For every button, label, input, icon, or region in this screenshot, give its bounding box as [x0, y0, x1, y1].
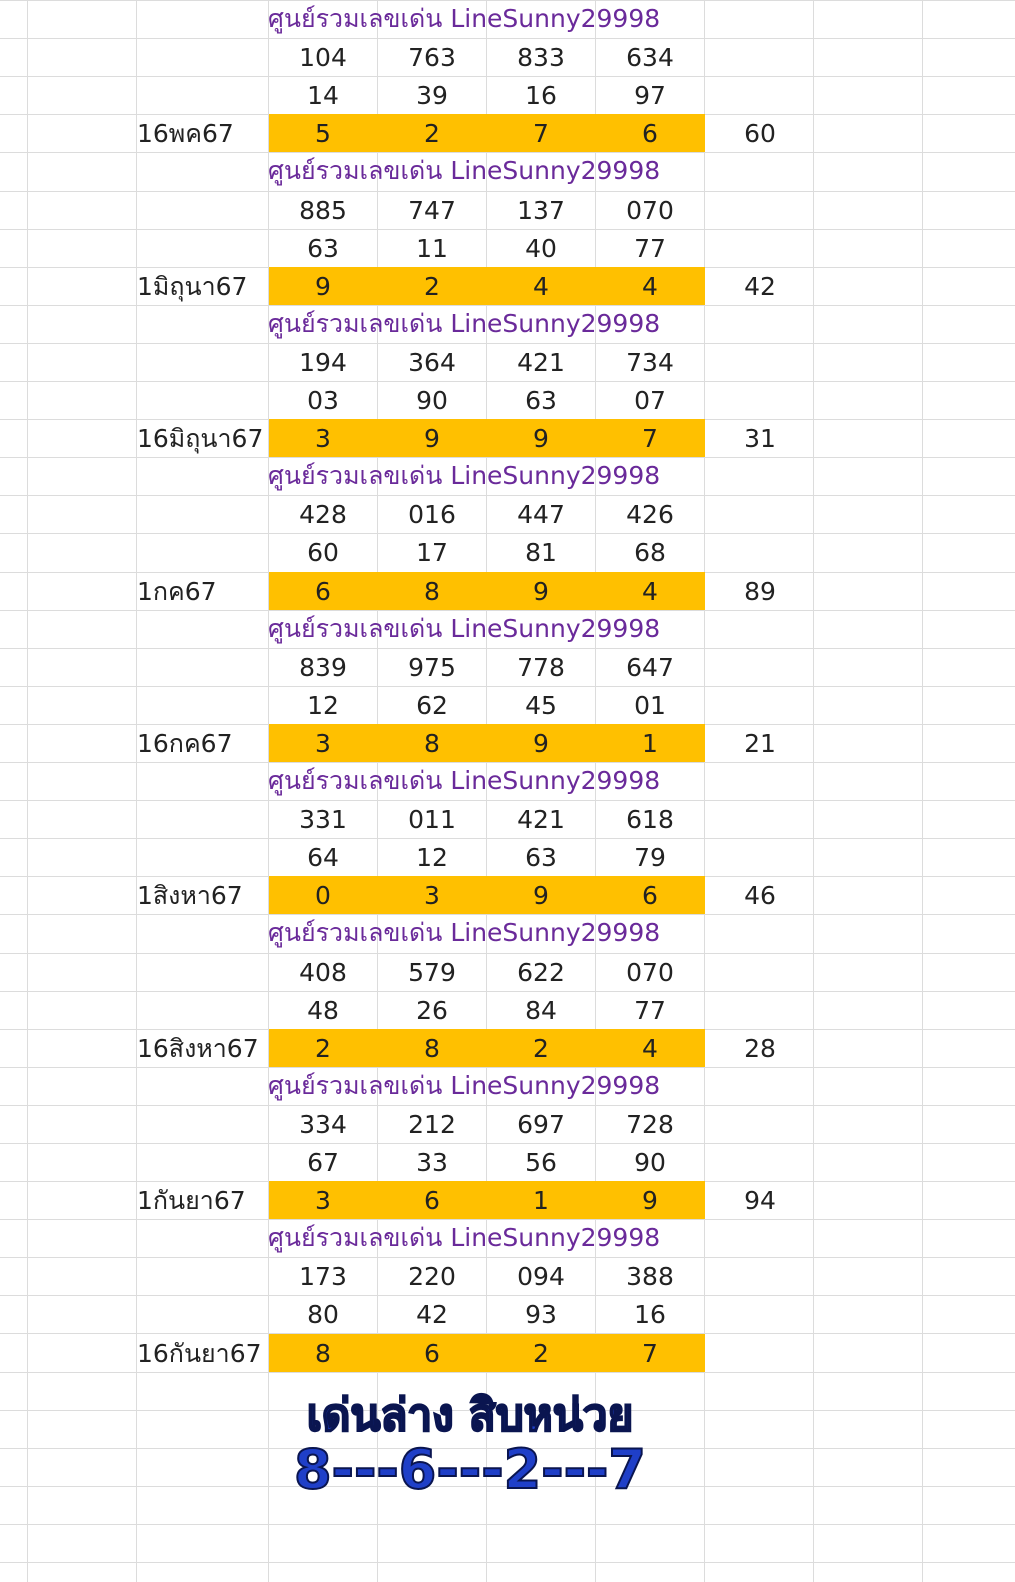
number-cell: 579: [408, 958, 456, 987]
number-cell: 447: [517, 500, 565, 529]
number-cell: 16: [634, 1300, 666, 1329]
number-cell: 426: [626, 500, 674, 529]
digit-cell: 6: [424, 1186, 440, 1215]
three-digit-row: [0, 38, 1015, 76]
number-cell: 778: [517, 653, 565, 682]
digit-cell: 6: [642, 881, 658, 910]
result-row: [0, 267, 1015, 305]
digit-cell: 8: [424, 577, 440, 606]
number-cell: 747: [408, 196, 456, 225]
number-cell: 173: [299, 1262, 347, 1291]
banner-text: ศูนย์รวมเลขเด่น LineSunny29998: [268, 1071, 661, 1100]
result-number: [706, 1334, 814, 1372]
date-label: 1กค67: [137, 577, 217, 606]
number-cell: 421: [517, 348, 565, 377]
digit-cell: 9: [642, 1186, 658, 1215]
digit-cell: 9: [315, 272, 331, 301]
digit-cell: 9: [533, 881, 549, 910]
digit-cell: 4: [642, 577, 658, 606]
number-cell: 212: [408, 1110, 456, 1139]
result-number: 28: [744, 1034, 776, 1063]
number-cell: 194: [299, 348, 347, 377]
banner-row: [0, 1067, 1015, 1105]
number-cell: 14: [307, 81, 339, 110]
digit-cell: 8: [424, 729, 440, 758]
number-cell: 33: [416, 1148, 448, 1177]
digit-cell: 7: [642, 424, 658, 453]
number-cell: 137: [517, 196, 565, 225]
two-digit-row: [0, 686, 1015, 724]
banner-row: [0, 914, 1015, 952]
digit-cell: 4: [642, 1034, 658, 1063]
result-number: 31: [744, 424, 776, 453]
digit-cell: 2: [424, 272, 440, 301]
number-cell: 331: [299, 805, 347, 834]
banner-row: [0, 457, 1015, 495]
number-cell: 975: [408, 653, 456, 682]
result-row: [0, 1029, 1015, 1067]
number-cell: 77: [634, 996, 666, 1025]
number-cell: 334: [299, 1110, 347, 1139]
digit-cell: 6: [315, 577, 331, 606]
result-number: 42: [744, 272, 776, 301]
banner-row: [0, 0, 1015, 38]
result-row: [0, 419, 1015, 457]
number-cell: 67: [307, 1148, 339, 1177]
result-row: [0, 572, 1015, 610]
number-cell: 42: [416, 1300, 448, 1329]
digit-cell: 4: [533, 272, 549, 301]
number-cell: 388: [626, 1262, 674, 1291]
number-cell: 11: [416, 234, 448, 263]
result-number: 89: [744, 577, 776, 606]
number-cell: 618: [626, 805, 674, 834]
result-number: 60: [744, 119, 776, 148]
banner-text: ศูนย์รวมเลขเด่น LineSunny29998: [268, 1223, 661, 1252]
number-cell: 90: [634, 1148, 666, 1177]
date-label: 1สิงหา67: [137, 881, 243, 910]
date-label: 16มิถุนา67: [137, 424, 264, 453]
result-number: 21: [744, 729, 776, 758]
number-cell: 647: [626, 653, 674, 682]
number-cell: 070: [626, 196, 674, 225]
digit-cell: 9: [424, 424, 440, 453]
number-cell: 84: [525, 996, 557, 1025]
digit-cell: 2: [424, 119, 440, 148]
digit-cell: 9: [533, 729, 549, 758]
three-digit-row: [0, 1257, 1015, 1295]
digit-cell: 6: [642, 119, 658, 148]
banner-text: ศูนย์รวมเลขเด่น LineSunny29998: [268, 309, 661, 338]
digit-cell: 8: [315, 1339, 331, 1368]
three-digit-row: [0, 343, 1015, 381]
digit-cell: 1: [533, 1186, 549, 1215]
result-row: [0, 876, 1015, 914]
banner-text: ศูนย์รวมเลขเด่น LineSunny29998: [268, 614, 661, 643]
three-digit-row: [0, 1105, 1015, 1143]
result-row: [0, 1181, 1015, 1219]
digit-cell: 2: [533, 1034, 549, 1063]
number-cell: 63: [307, 234, 339, 263]
number-cell: 93: [525, 1300, 557, 1329]
digit-cell: 1: [642, 729, 658, 758]
number-cell: 634: [626, 43, 674, 72]
banner-text: ศูนย์รวมเลขเด่น LineSunny29998: [268, 156, 661, 185]
number-cell: 17: [416, 538, 448, 567]
grid-line-horizontal: [0, 1524, 1015, 1525]
number-cell: 16: [525, 81, 557, 110]
number-cell: 01: [634, 691, 666, 720]
date-label: 1มิถุนา67: [137, 272, 248, 301]
number-cell: 60: [307, 538, 339, 567]
digit-cell: 6: [424, 1339, 440, 1368]
digit-cell: 5: [315, 119, 331, 148]
number-cell: 81: [525, 538, 557, 567]
number-cell: 070: [626, 958, 674, 987]
two-digit-row: [0, 991, 1015, 1029]
result-number: 46: [744, 881, 776, 910]
date-label: 16สิงหา67: [137, 1034, 259, 1063]
number-cell: 64: [307, 843, 339, 872]
digit-cell: 2: [533, 1339, 549, 1368]
number-cell: 220: [408, 1262, 456, 1291]
digit-cell: 9: [533, 577, 549, 606]
three-digit-row: [0, 953, 1015, 991]
footer-title: เด่นล่าง สิบหน่วย: [306, 1390, 634, 1441]
digit-cell: 3: [315, 1186, 331, 1215]
banner-text: ศูนย์รวมเลขเด่น LineSunny29998: [268, 918, 661, 947]
two-digit-row: [0, 1143, 1015, 1181]
number-cell: 12: [416, 843, 448, 872]
number-cell: 77: [634, 234, 666, 263]
number-cell: 12: [307, 691, 339, 720]
number-cell: 697: [517, 1110, 565, 1139]
digit-cell: 7: [642, 1339, 658, 1368]
banner-row: [0, 305, 1015, 343]
number-cell: 97: [634, 81, 666, 110]
number-cell: 011: [408, 805, 456, 834]
number-cell: 79: [634, 843, 666, 872]
result-number: 94: [744, 1186, 776, 1215]
digit-cell: 9: [533, 424, 549, 453]
number-cell: 421: [517, 805, 565, 834]
number-cell: 408: [299, 958, 347, 987]
digit-cell: 4: [642, 272, 658, 301]
footer-digits: 8---6---2---7: [293, 1438, 646, 1501]
digit-cell: 3: [424, 881, 440, 910]
number-cell: 56: [525, 1148, 557, 1177]
number-cell: 07: [634, 386, 666, 415]
number-cell: 39: [416, 81, 448, 110]
number-cell: 428: [299, 500, 347, 529]
grid-line-horizontal: [0, 1372, 1015, 1373]
number-cell: 839: [299, 653, 347, 682]
digit-cell: 3: [315, 424, 331, 453]
banner-row: [0, 1219, 1015, 1257]
number-cell: 03: [307, 386, 339, 415]
result-row: [0, 724, 1015, 762]
two-digit-row: [0, 229, 1015, 267]
banner-row: [0, 610, 1015, 648]
date-label: 16พค67: [137, 119, 234, 148]
number-cell: 45: [525, 691, 557, 720]
two-digit-row: [0, 838, 1015, 876]
number-cell: 26: [416, 996, 448, 1025]
number-cell: 728: [626, 1110, 674, 1139]
digit-cell: 3: [315, 729, 331, 758]
number-cell: 68: [634, 538, 666, 567]
number-cell: 104: [299, 43, 347, 72]
banner-text: ศูนย์รวมเลขเด่น LineSunny29998: [268, 766, 661, 795]
number-cell: 763: [408, 43, 456, 72]
number-cell: 094: [517, 1262, 565, 1291]
grid-line-horizontal: [0, 1562, 1015, 1563]
three-digit-row: [0, 191, 1015, 229]
number-cell: 622: [517, 958, 565, 987]
banner-text: ศูนย์รวมเลขเด่น LineSunny29998: [268, 4, 661, 33]
number-cell: 364: [408, 348, 456, 377]
two-digit-row: [0, 1295, 1015, 1333]
digit-cell: 8: [424, 1034, 440, 1063]
number-cell: 63: [525, 843, 557, 872]
digit-cell: 0: [315, 881, 331, 910]
number-cell: 833: [517, 43, 565, 72]
number-cell: 62: [416, 691, 448, 720]
number-cell: 40: [525, 234, 557, 263]
three-digit-row: [0, 495, 1015, 533]
banner-row: [0, 762, 1015, 800]
two-digit-row: [0, 381, 1015, 419]
banner-row: [0, 152, 1015, 190]
result-row: [0, 1334, 1015, 1372]
three-digit-row: [0, 648, 1015, 686]
three-digit-row: [0, 800, 1015, 838]
number-cell: 80: [307, 1300, 339, 1329]
two-digit-row: [0, 76, 1015, 114]
result-row: [0, 114, 1015, 152]
date-label: 16กค67: [137, 729, 233, 758]
number-cell: 63: [525, 386, 557, 415]
number-cell: 016: [408, 500, 456, 529]
date-label: 16กันยา67: [137, 1339, 262, 1368]
two-digit-row: [0, 533, 1015, 571]
banner-text: ศูนย์รวมเลขเด่น LineSunny29998: [268, 461, 661, 490]
digit-cell: 7: [533, 119, 549, 148]
digit-cell: 2: [315, 1034, 331, 1063]
number-cell: 90: [416, 386, 448, 415]
date-label: 1กันยา67: [137, 1186, 246, 1215]
number-cell: 885: [299, 196, 347, 225]
number-cell: 734: [626, 348, 674, 377]
number-cell: 48: [307, 996, 339, 1025]
